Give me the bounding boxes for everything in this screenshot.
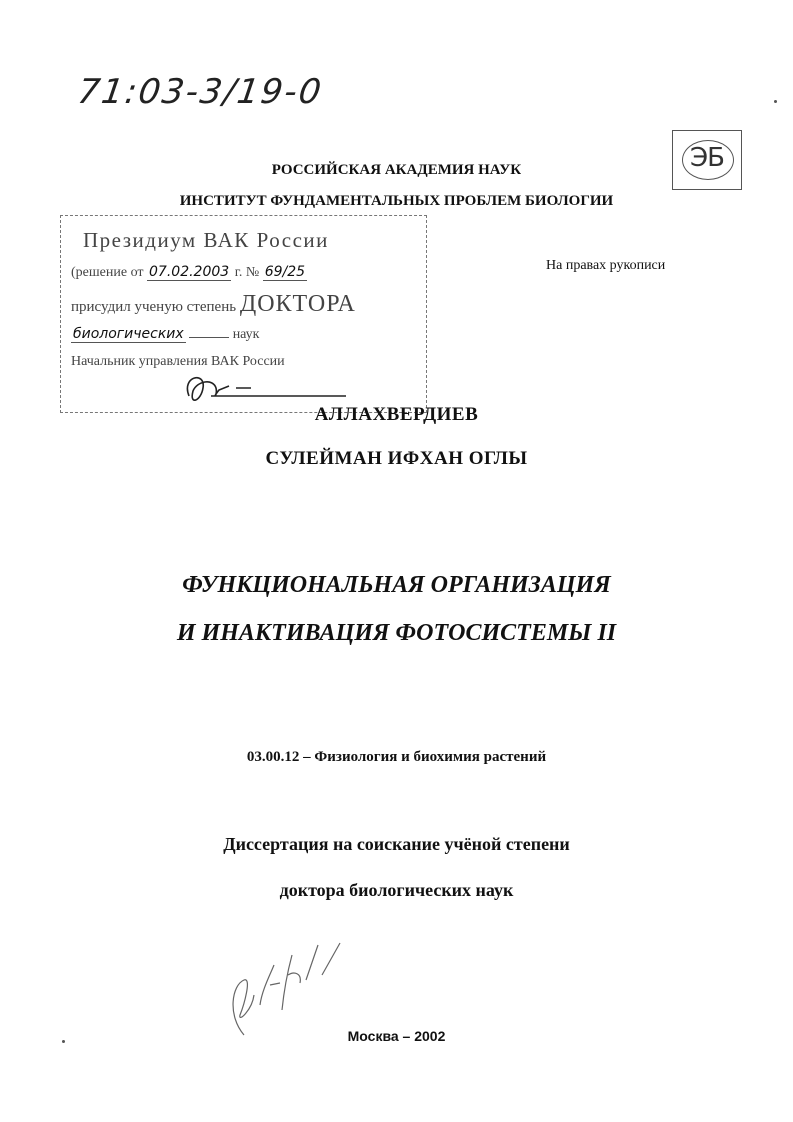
city-year: Москва – 2002	[347, 1028, 446, 1044]
vak-stamp	[60, 215, 427, 413]
dissertation-title-line2: И ИНАКТИВАЦИЯ ФОТОСИСТЕМЫ II	[176, 620, 617, 646]
eb-stamp	[672, 130, 742, 190]
vak-stamp-chief: Начальник управления ВАК России	[71, 354, 285, 369]
decision-prefix: (решение от	[71, 265, 144, 280]
awarded-prefix: присудил ученую степень	[71, 299, 237, 315]
field-suffix: наук	[232, 327, 260, 342]
field-name: биологических	[73, 326, 184, 342]
decision-number: 69/25	[264, 264, 306, 280]
vak-stamp-decision	[71, 264, 307, 281]
decision-date: 07.02.2003	[149, 264, 230, 280]
field-blank	[189, 337, 229, 338]
vak-stamp-awarded	[71, 291, 356, 318]
manuscript-rights: На правах рукописи	[546, 258, 666, 273]
author-surname: АЛЛАХВЕРДИЕВ	[314, 404, 479, 425]
dissertation-title-line1: ФУНКЦИОНАЛЬНАЯ ОРГАНИЗАЦИЯ	[182, 572, 611, 598]
scan-speck	[774, 100, 777, 103]
vak-stamp-field	[71, 326, 259, 343]
dissertation-type-line1: Диссертация на соискание учёной степени	[223, 834, 570, 854]
decision-no-prefix: г. №	[234, 265, 260, 280]
specialty-code: 03.00.12 – Физиология и биохимия растений	[246, 749, 547, 765]
author-given-name: СУЛЕЙМАН ИФХАН ОГЛЫ	[265, 448, 528, 469]
academy-name: РОССИЙСКАЯ АКАДЕМИЯ НАУК	[271, 162, 522, 178]
scan-speck	[62, 1040, 65, 1043]
archive-number: 71:03-3/19-0	[75, 72, 326, 112]
vak-stamp-title: Президиум ВАК России	[83, 228, 329, 252]
dissertation-type-line2: доктора биологических наук	[279, 880, 514, 900]
eb-stamp-text: ЭБ	[690, 143, 724, 173]
institute-name: ИНСТИТУТ ФУНДАМЕНТАЛЬНЫХ ПРОБЛЕМ БИОЛОГИИ	[179, 193, 614, 209]
degree-name: ДОКТОРА	[239, 291, 356, 317]
